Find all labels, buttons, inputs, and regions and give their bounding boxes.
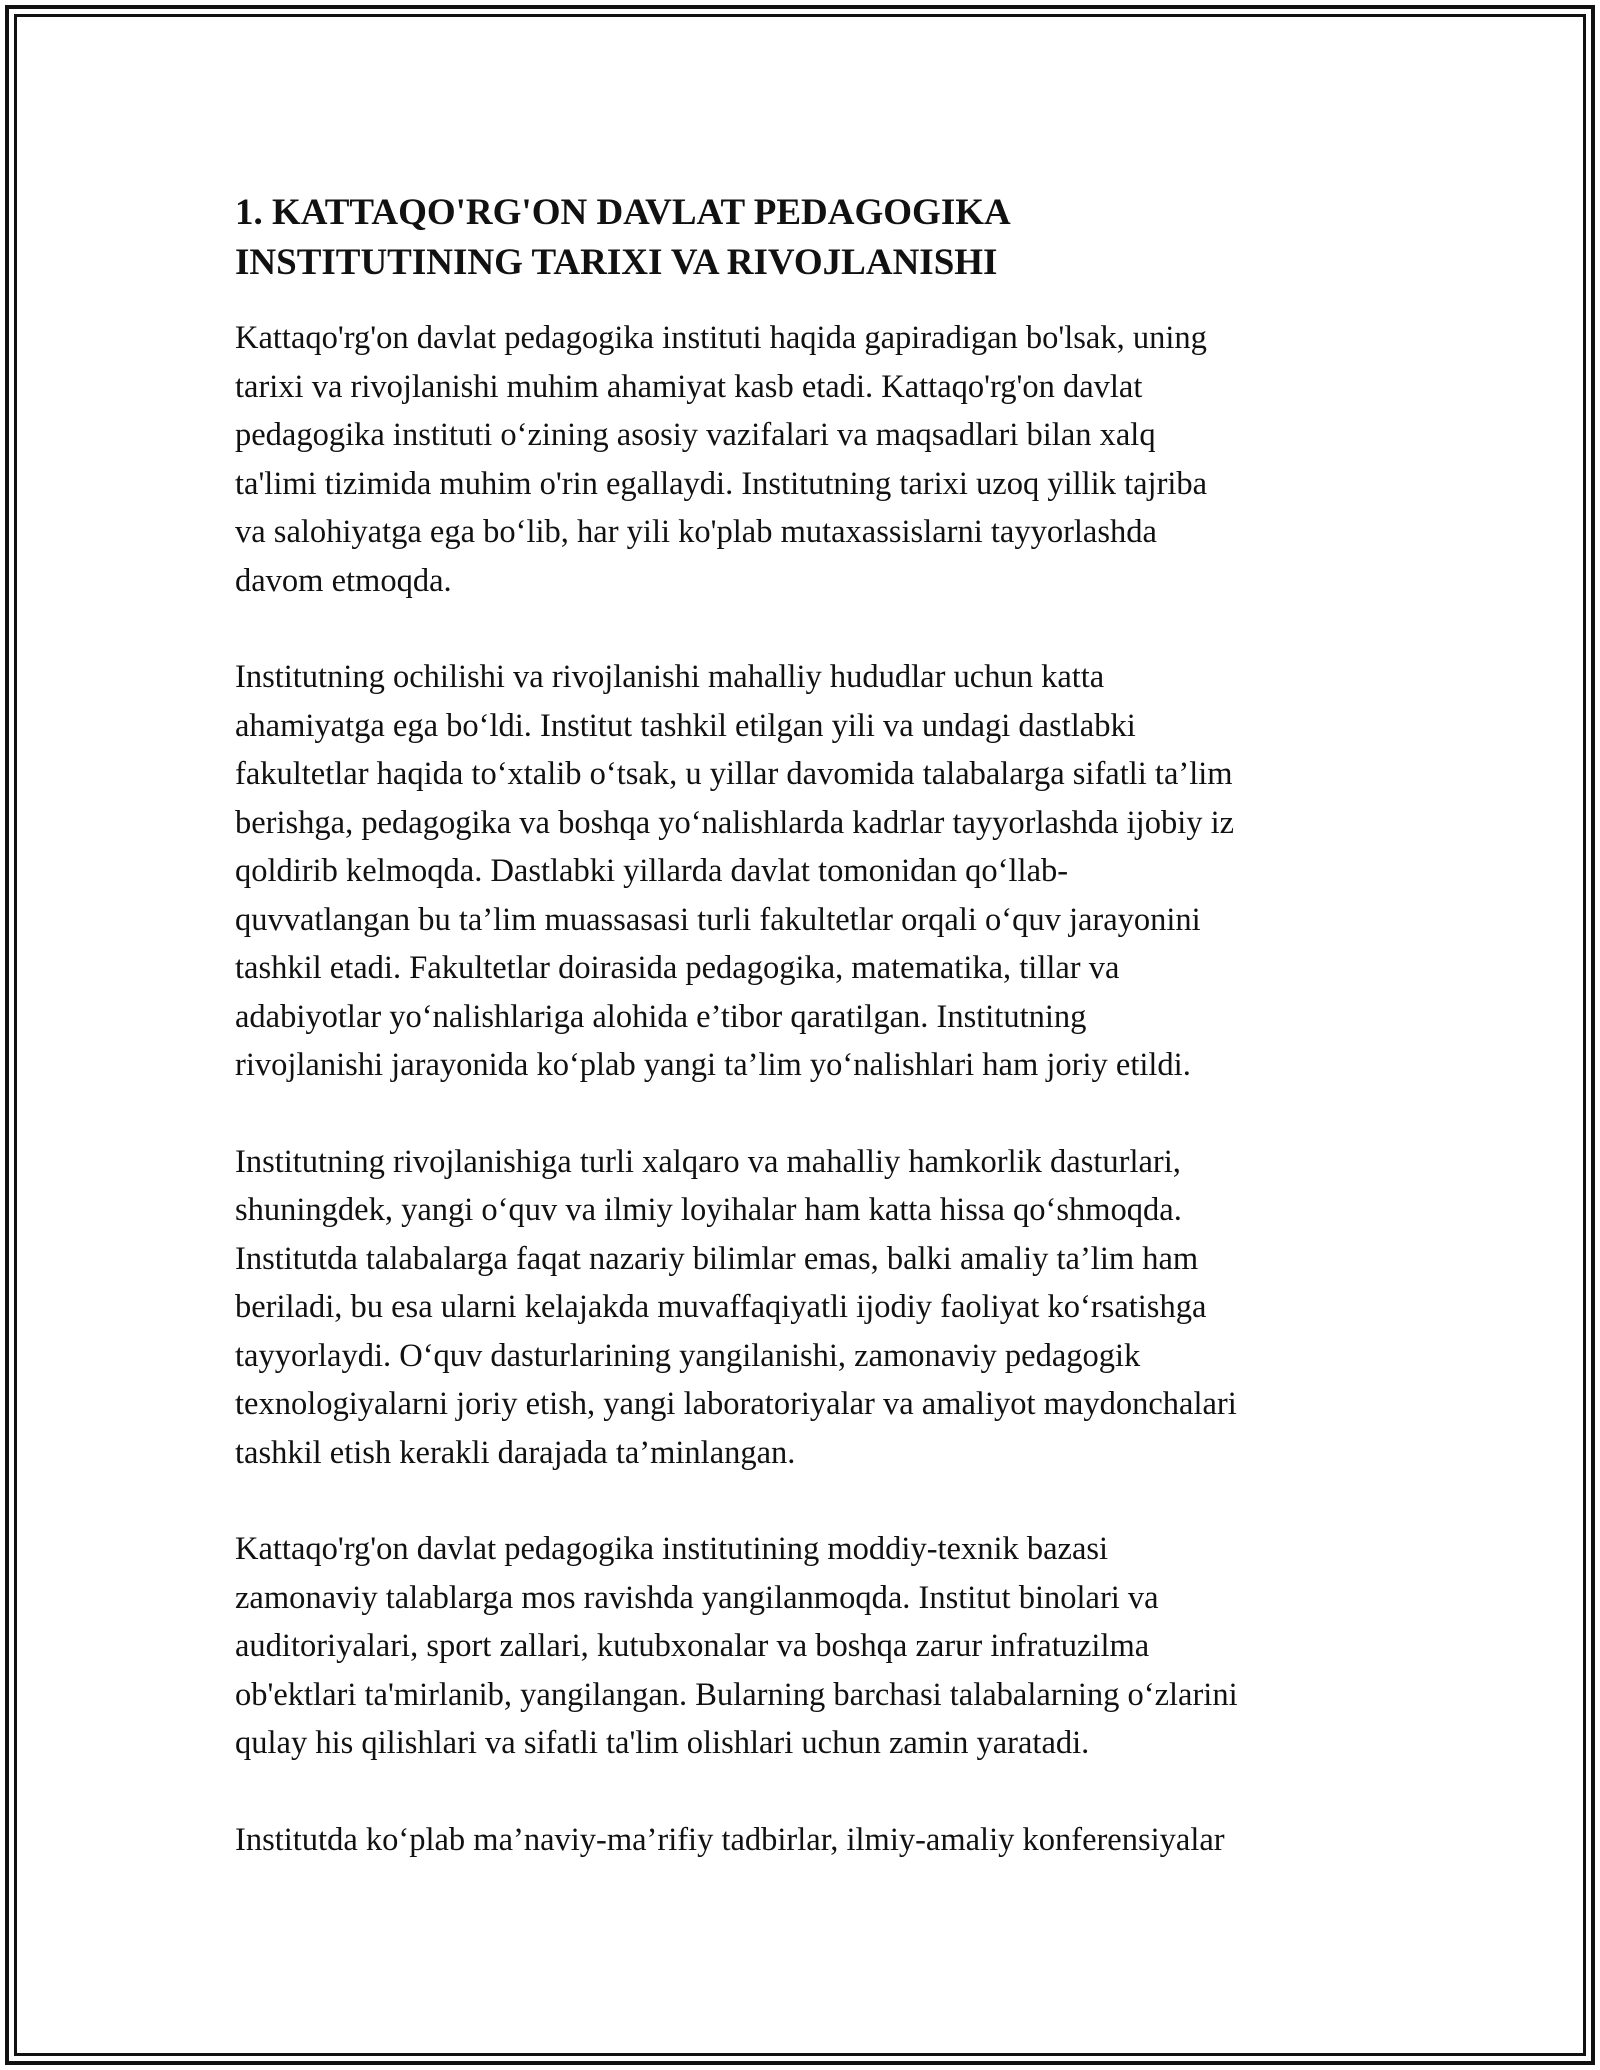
text-line: beriladi, bu esa ularni kelajakda muvaffaqiyatli ijodiy faoliyat ko‘rsatishga xyxy=(235,1289,1207,1325)
text-line: tashkil etish kerakli darajada ta’minlangan. xyxy=(235,1434,796,1471)
text-line: pedagogika instituti o‘zining asosiy vazifalari va maqsadlari bilan xalq xyxy=(235,417,1156,453)
paragraph-5 xyxy=(235,1816,1375,1865)
text-line: va salohiyatga ega bo‘lib, har yili ko'plab mutaxassislarni tayyorlashda xyxy=(235,514,1157,550)
text-line: zamonaviy talablarga mos ravishda yangilanmoqda. Institut binolari va xyxy=(235,1579,1159,1616)
paragraph-4 xyxy=(235,1525,1375,1768)
text-line: qulay his qilishlari va sifatli ta'lim olishlari uchun zamin yaratadi. xyxy=(235,1725,1090,1761)
text-line: ob'ektlari ta'mirlanib, yangilangan. Bularning barchasi talabalarning o‘zlarini xyxy=(235,1676,1238,1713)
section-title xyxy=(235,188,1375,288)
text-line: ta'limi tizimida muhim o'rin egallaydi. Institutning tarixi uzoq yillik tajriba xyxy=(235,465,1208,502)
paragraph-3 xyxy=(235,1138,1375,1478)
document-body xyxy=(235,188,1375,1912)
text-line: texnologiyalarni joriy etish, yangi laboratoriyalar va amaliyot maydonchalari xyxy=(235,1386,1237,1422)
text-line: fakultetlar haqida to‘xtalib o‘tsak, u yillar davomida talabalarga sifatli ta’lim xyxy=(235,756,1233,792)
text-line: tarixi va rivojlanishi muhim ahamiyat kasb etadi. Kattaqo'rg'on davlat xyxy=(235,368,1143,405)
paragraph-2 xyxy=(235,653,1375,1090)
text-line: Institutda talabalarga faqat nazariy bilimlar emas, balki amaliy ta’lim ham xyxy=(235,1240,1199,1277)
text-line: shuningdek, yangi o‘quv va ilmiy loyihalar ham katta hissa qo‘shmoqda. xyxy=(235,1192,1182,1228)
text-line: quvvatlangan bu ta’lim muassasasi turli fakultetlar orqali o‘quv jarayonini xyxy=(235,901,1201,938)
text-line: auditoriyalari, sport zallari, kutubxonalar va boshqa zarur infratuzilma xyxy=(235,1628,1150,1664)
text-line: Kattaqo'rg'on davlat pedagogika instituti haqida gapiradigan bo'lsak, uning xyxy=(235,320,1207,356)
text-line: Institutning rivojlanishiga turli xalqaro va mahalliy hamkorlik dasturlari, xyxy=(235,1143,1181,1180)
section-title-line-2: INSTITUTINING TARIXI VA RIVOJLANISHI xyxy=(235,242,998,283)
text-line: ahamiyatga ega bo‘ldi. Institut tashkil etilgan yili va undagi dastlabki xyxy=(235,707,1136,744)
text-line: qoldirib kelmoqda. Dastlabki yillarda davlat tomonidan qo‘llab- xyxy=(235,853,1069,889)
text-line: davom etmoqda. xyxy=(235,562,452,599)
text-line: adabiyotlar yo‘nalishlariga alohida e’tibor qaratilgan. Institutning xyxy=(235,998,1087,1035)
text-line: tashkil etadi. Fakultetlar doirasida pedagogika, matematika, tillar va xyxy=(235,950,1120,986)
text-line: rivojlanishi jarayonida ko‘plab yangi ta’lim yo‘nalishlari ham joriy etildi. xyxy=(235,1047,1191,1083)
text-line: Institutning ochilishi va rivojlanishi mahalliy hududlar uchun katta xyxy=(235,659,1105,695)
text-line: tayyorlaydi. O‘quv dasturlarining yangilanishi, zamonaviy pedagogik xyxy=(235,1337,1141,1374)
text-line: berishga, pedagogika va boshqa yo‘nalishlarda kadrlar tayyorlashda ijobiy iz xyxy=(235,804,1235,841)
text-line: Kattaqo'rg'on davlat pedagogika institutining moddiy-texnik bazasi xyxy=(235,1531,1109,1567)
section-title-line-1: 1. KATTAQO'RG'ON DAVLAT PEDAGOGIKA xyxy=(235,192,1011,233)
text-line: Institutda ko‘plab ma’naviy-ma’rifiy tadbirlar, ilmiy-amaliy konferensiyalar xyxy=(235,1821,1225,1858)
paragraph-1 xyxy=(235,314,1375,605)
